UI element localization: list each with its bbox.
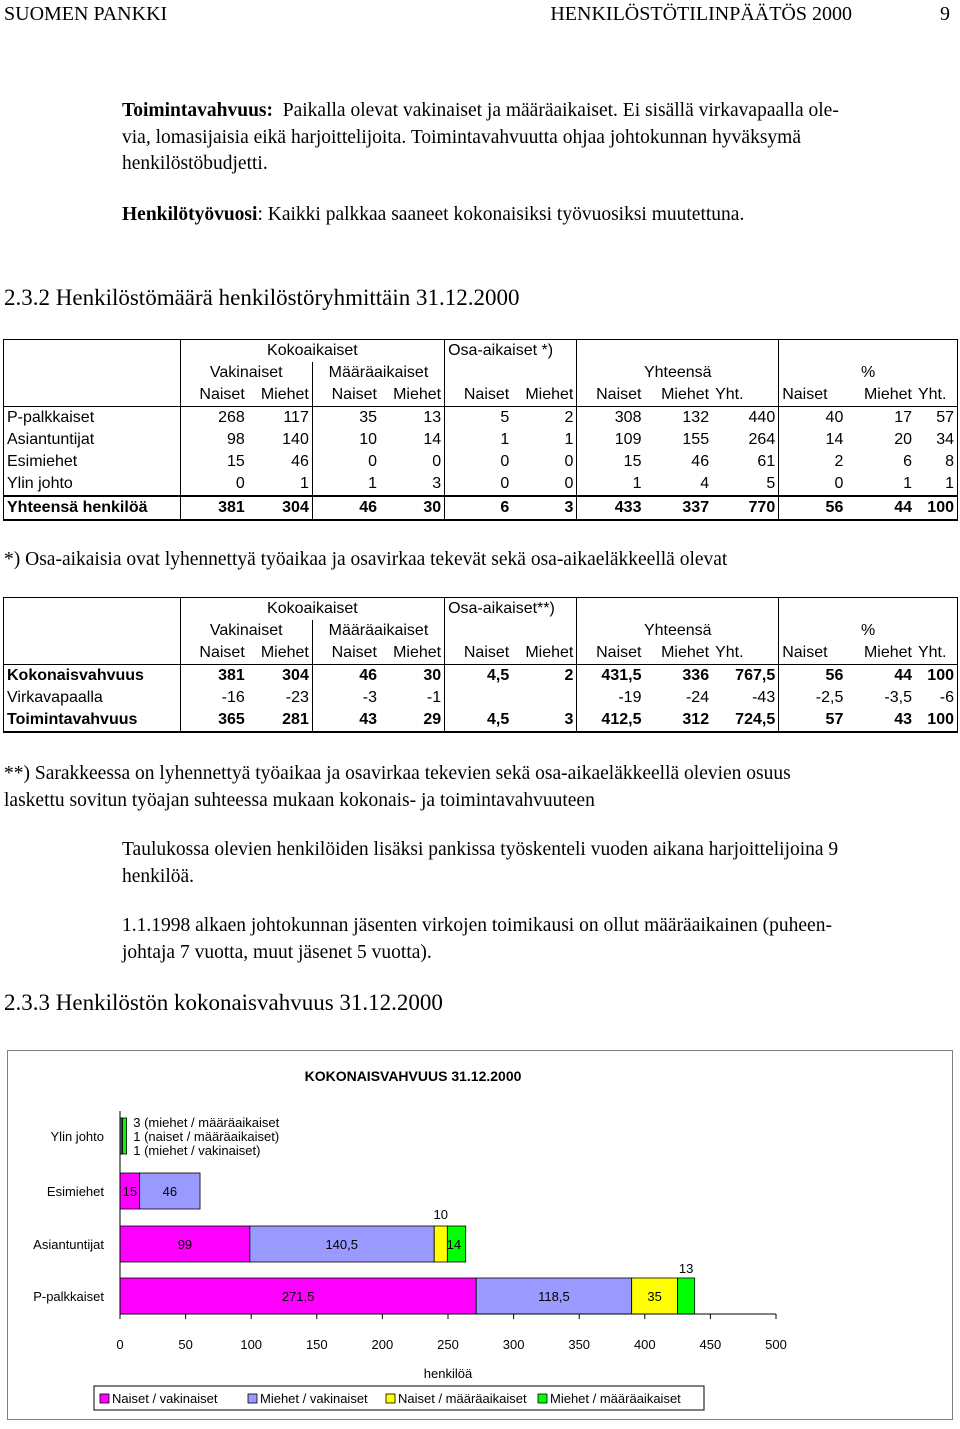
- table-cell: 365: [180, 709, 248, 732]
- table-cell: -24: [685, 689, 710, 706]
- legend-label: Miehet / vakinaiset: [260, 1391, 368, 1406]
- annotation-label: 1 (miehet / vakinaiset): [133, 1143, 261, 1158]
- table-cell: 15: [577, 451, 645, 473]
- table-cell: 304: [282, 667, 309, 684]
- col-header: Miehet: [380, 642, 445, 665]
- table-cell: 40: [779, 407, 847, 430]
- table-cell: 770: [712, 496, 779, 520]
- col-header: Naiset: [312, 384, 380, 407]
- table-cell: 46: [312, 496, 380, 520]
- data-label: 10: [433, 1207, 449, 1222]
- table-cell: 6: [903, 453, 912, 470]
- table-cell: 312: [644, 709, 712, 732]
- table-cell: 4: [700, 475, 710, 492]
- data-label: 15: [122, 1184, 138, 1199]
- subheader-vakinaiset: Vakinaiset: [180, 362, 312, 384]
- data-label: 99: [177, 1237, 193, 1252]
- row-label: Toimintavahvuus: [4, 709, 181, 732]
- paragraph-harjoittelijat: [122, 837, 952, 890]
- x-axis-label: henkilöä: [423, 1366, 473, 1381]
- subheader-yhteensa: Yhteensä: [577, 362, 779, 384]
- table-cell: 433: [577, 496, 645, 520]
- stacked-bar-chart: [8, 1051, 952, 1419]
- row-label: Yhteensä henkilöä: [4, 496, 181, 520]
- table-row: [4, 407, 958, 430]
- section-heading-232: 2.3.2 Henkilöstömäärä henkilöstöryhmittäin 31.12.2000: [4, 285, 520, 310]
- data-label: 14: [446, 1237, 462, 1252]
- x-tick-label: 500: [765, 1337, 787, 1352]
- col-header: Naiset: [445, 384, 513, 407]
- row-label: Virkavapaalla: [4, 687, 181, 709]
- data-label: 118,5: [538, 1289, 570, 1304]
- category-label: P-palkkaiset: [33, 1289, 104, 1304]
- col-header: Yht.: [712, 642, 779, 665]
- col-header: Yht.: [915, 642, 958, 665]
- col-header: Naiset: [577, 384, 645, 407]
- definition-text-line3: henkilöstöbudjetti.: [122, 153, 268, 174]
- table-cell: 268: [180, 407, 248, 430]
- table-cell: -43: [752, 689, 776, 706]
- legend-label: Naiset / vakinaiset: [112, 1391, 218, 1406]
- data-label: 46: [162, 1184, 178, 1199]
- table-cell: 0: [180, 473, 248, 496]
- table-cell: 117: [283, 409, 309, 426]
- table-cell: 132: [682, 409, 710, 426]
- table-cell: 1: [915, 473, 958, 496]
- table-cell: 46: [291, 453, 309, 470]
- x-tick-label: 50: [178, 1337, 193, 1352]
- table-cell: -1: [426, 689, 442, 706]
- row-label: Kokonaisvahvuus: [4, 665, 181, 688]
- definition-text-line2: via, lomasijaisia eikä harjoittelijoita. Toimintavahvuutta ohjaa johtokunnan hyväksymä: [122, 126, 801, 148]
- table-cell: 304: [248, 496, 313, 520]
- legend-swatch: [386, 1394, 395, 1403]
- col-header: Naiset: [577, 642, 645, 665]
- table-cell: 98: [180, 429, 248, 451]
- definition-toimintavahvuus: [122, 98, 952, 178]
- table-cell: 4,5: [445, 709, 513, 732]
- table-cell: 381: [180, 496, 248, 520]
- subheader-percent: %: [779, 620, 958, 642]
- table-row: [4, 429, 958, 451]
- row-label: P-palkkaiset: [4, 407, 181, 430]
- table-cell: 3: [432, 475, 442, 492]
- table-cell: 46: [691, 453, 710, 470]
- table-cell: 44: [894, 667, 912, 684]
- category-label: Esimiehet: [46, 1184, 104, 1199]
- x-tick-label: 450: [699, 1337, 722, 1352]
- chart-title: KOKONAISVAHVUUS 31.12.2000: [304, 1068, 522, 1084]
- col-header: Miehet: [644, 384, 712, 407]
- legend-swatch: [538, 1394, 547, 1403]
- page-number: 9: [940, 3, 950, 25]
- col-header: Miehet: [512, 642, 577, 665]
- table-row: [4, 665, 958, 688]
- col-header: Yht.: [712, 384, 779, 407]
- table-cell: 6: [445, 496, 513, 520]
- table-cell: 1: [299, 475, 309, 492]
- section-heading-233: 2.3.3 Henkilöstön kokonaisvahvuus 31.12.2000: [4, 990, 443, 1015]
- col-header: Miehet: [644, 642, 712, 665]
- table-cell: 14: [779, 429, 847, 451]
- x-tick-label: 150: [305, 1337, 328, 1352]
- table-cell: 0: [432, 453, 442, 470]
- table-cell: 1: [577, 473, 645, 496]
- table-cell: 1: [564, 431, 574, 448]
- table-row: [4, 687, 958, 709]
- legend-label: Miehet / määräaikaiset: [550, 1391, 681, 1406]
- subheader-yhteensa: Yhteensä: [577, 620, 779, 642]
- table-cell: [512, 687, 577, 709]
- group-header-osa-aikaiset: Osa-aikaiset**): [445, 598, 577, 621]
- x-tick-label: 0: [116, 1337, 124, 1352]
- table-cell: 5: [766, 475, 776, 492]
- term-toimintavahvuus: Toimintavahvuus:: [122, 100, 274, 121]
- group-header-kokoaikaiset: Kokoaikaiset: [180, 340, 444, 363]
- col-header: Miehet: [512, 384, 577, 407]
- table-cell: 30: [380, 496, 445, 520]
- subheader-maaraaikaiset: Määräaikaiset: [312, 362, 444, 384]
- table-cell: 2: [779, 451, 847, 473]
- table-cell: 0: [445, 451, 513, 473]
- table-cell: 1: [445, 429, 513, 451]
- col-header: Miehet: [248, 384, 313, 407]
- col-header: Naiset: [779, 642, 847, 665]
- x-tick-label: 400: [633, 1337, 656, 1352]
- table-cell: 2: [564, 409, 574, 426]
- bar-segment: [123, 1118, 127, 1154]
- table-cell: 10: [312, 429, 380, 451]
- header-report-title: HENKILÖSTÖTILINPÄÄTÖS 2000: [550, 3, 852, 25]
- table-row: [4, 451, 958, 473]
- data-label: 35: [647, 1289, 662, 1304]
- x-tick-label: 100: [240, 1337, 263, 1352]
- legend-swatch: [248, 1394, 257, 1403]
- table-cell: 44: [846, 496, 915, 520]
- category-label: Ylin johto: [50, 1129, 104, 1144]
- x-tick-label: 250: [437, 1337, 459, 1352]
- table-cell: 57: [915, 407, 958, 430]
- legend-label: Naiset / määräaikaiset: [398, 1391, 527, 1406]
- table-cell: 440: [748, 409, 776, 426]
- table-cell: 29: [380, 709, 445, 732]
- col-header: Miehet: [846, 642, 915, 665]
- row-label: Asiantuntijat: [4, 429, 181, 451]
- table-cell: 308: [577, 407, 645, 430]
- table-cell: 3: [512, 496, 577, 520]
- x-tick-label: 200: [371, 1337, 394, 1352]
- table-cell: 264: [748, 431, 776, 448]
- row-label: Esimiehet: [4, 451, 181, 473]
- page-header: [0, 2, 960, 26]
- footnote-line1: **) Sarakkeessa on lyhennettyä työaikaa ja osavirkaa tekevien sekä osa-aikaeläkkeellä olevien osuus: [4, 763, 791, 784]
- row-label: Ylin johto: [4, 473, 181, 496]
- group-header-kokoaikaiset: Kokoaikaiset: [180, 598, 444, 621]
- subheader-maaraaikaiset: Määräaikaiset: [312, 620, 444, 642]
- table-cell: 281: [248, 709, 313, 732]
- table-cell: 5: [445, 407, 513, 430]
- table-cell: 724,5: [712, 709, 779, 732]
- definition-text-line1: Paikalla olevat vakinaiset ja määräaikaiset. Ei sisällä virkavapaalla ole-: [282, 100, 839, 121]
- data-label: 271,5: [281, 1289, 315, 1304]
- table-cell: 0: [564, 475, 574, 492]
- table-cell: 56: [779, 496, 847, 520]
- table-cell: 8: [915, 451, 958, 473]
- paragraph-line1: Taulukossa olevien henkilöiden lisäksi pankissa työskenteli vuoden aikana harjoittelijoina 9: [122, 839, 839, 860]
- table-cell: 20: [894, 431, 912, 448]
- table-cell: 1: [903, 475, 912, 492]
- table-cell: -16: [180, 687, 248, 709]
- group-header-osa-aikaiset: Osa-aikaiset *): [445, 340, 577, 363]
- data-label: 13: [678, 1261, 694, 1276]
- table-cell: 0: [312, 451, 380, 473]
- table-cell: 100: [915, 665, 958, 688]
- col-header: Naiset: [180, 642, 248, 665]
- table-cell: 30: [423, 667, 442, 684]
- col-header: Naiset: [445, 642, 513, 665]
- table-cell: [445, 687, 513, 709]
- col-header: Yht.: [915, 384, 958, 407]
- table-cell: -3: [312, 687, 380, 709]
- header-org: SUOMEN PANKKI: [4, 3, 168, 25]
- footnote-osa-aikaiset: *) Osa-aikaisia ovat lyhennettyä työaikaa ja osavirkaa tekevät sekä osa-aikaeläkkeellä olevat: [4, 549, 728, 570]
- col-header: Naiset: [180, 384, 248, 407]
- col-header: Miehet: [248, 642, 313, 665]
- table-cell: 4,5: [445, 665, 513, 688]
- col-header: Naiset: [779, 384, 847, 407]
- paragraph-johtokunta: [122, 913, 952, 966]
- col-header: Naiset: [312, 642, 380, 665]
- paragraph-line1: 1.1.1998 alkaen johtokunnan jäsenten virkojen toimikausi on ollut määräaikainen (puheen-: [122, 915, 832, 936]
- table-cell: 1: [312, 473, 380, 496]
- subheader-vakinaiset: Vakinaiset: [180, 620, 312, 642]
- footnote-osa-aikaiset-2: [4, 761, 954, 814]
- table-henkilostomaara: [3, 339, 958, 521]
- table-cell: 3: [512, 709, 577, 732]
- table-cell: 57: [779, 709, 847, 732]
- x-tick-label: 350: [568, 1337, 591, 1352]
- table-cell: 155: [682, 431, 710, 448]
- table-total-row: [4, 496, 958, 520]
- table-cell: -3,5: [884, 689, 912, 706]
- paragraph-line2: johtaja 7 vuotta, muut jäsenet 5 vuotta).: [122, 941, 432, 963]
- paragraph-line2: henkilöä.: [122, 865, 195, 887]
- footnote-line2: laskettu sovitun työajan suhteessa mukaan kokonais- ja toimintavahvuuteen: [4, 789, 595, 811]
- subheader-percent: %: [779, 362, 958, 384]
- table-cell: -19: [577, 687, 645, 709]
- bar-segment: [434, 1226, 447, 1262]
- data-label: 140,5: [325, 1237, 359, 1252]
- definition-henkilotyovuosi: [122, 202, 952, 229]
- table-cell: 0: [779, 473, 847, 496]
- table-cell: 0: [445, 473, 513, 496]
- table-cell: 56: [779, 665, 847, 688]
- table-row: [4, 473, 958, 496]
- category-label: Asiantuntijat: [33, 1237, 104, 1252]
- annotation-label: 3 (miehet / määräaikaiset: [133, 1115, 280, 1130]
- chart-container: [7, 1050, 953, 1420]
- table-cell: 43: [846, 709, 915, 732]
- table-cell: 61: [757, 453, 776, 470]
- definition-henkilotyovuosi-text: : Kaikki palkkaa saaneet kokonaisiksi työvuosiksi muutettuna.: [257, 204, 745, 225]
- annotation-label: 1 (naiset / määräaikaiset): [133, 1129, 280, 1144]
- table-cell: -23: [285, 689, 309, 706]
- table-cell: 100: [915, 496, 958, 520]
- table-cell: 0: [564, 453, 574, 470]
- table-cell: 140: [282, 431, 309, 448]
- table-cell: 381: [180, 665, 248, 688]
- table-cell: -2,5: [779, 687, 847, 709]
- table-row: [4, 709, 958, 732]
- bar-segment: [678, 1278, 695, 1314]
- table-cell: 13: [423, 409, 442, 426]
- table-cell: -6: [915, 687, 958, 709]
- table-cell: 412,5: [577, 709, 645, 732]
- table-cell: 17: [894, 409, 912, 426]
- x-tick-label: 300: [502, 1337, 525, 1352]
- table-cell: 431,5: [577, 665, 645, 688]
- table-cell: 767,5: [735, 667, 776, 684]
- table-cell: 46: [312, 665, 380, 688]
- table-cell: 100: [915, 709, 958, 732]
- table-cell: 43: [312, 709, 380, 732]
- table-cell: 336: [682, 667, 710, 684]
- legend-swatch: [100, 1394, 109, 1403]
- table-cell: 337: [644, 496, 712, 520]
- term-henkilotyovuosi: Henkilötyövuosi: [122, 204, 258, 225]
- table-cell: 2: [564, 667, 574, 684]
- col-header: Miehet: [380, 384, 445, 407]
- table-cell: 34: [915, 429, 958, 451]
- table-cell: 15: [180, 451, 248, 473]
- table-kokonaisvahvuus: [3, 597, 958, 733]
- table-cell: 14: [423, 431, 442, 448]
- table-cell: 35: [312, 407, 380, 430]
- table-cell: 109: [577, 429, 645, 451]
- col-header: Miehet: [846, 384, 915, 407]
